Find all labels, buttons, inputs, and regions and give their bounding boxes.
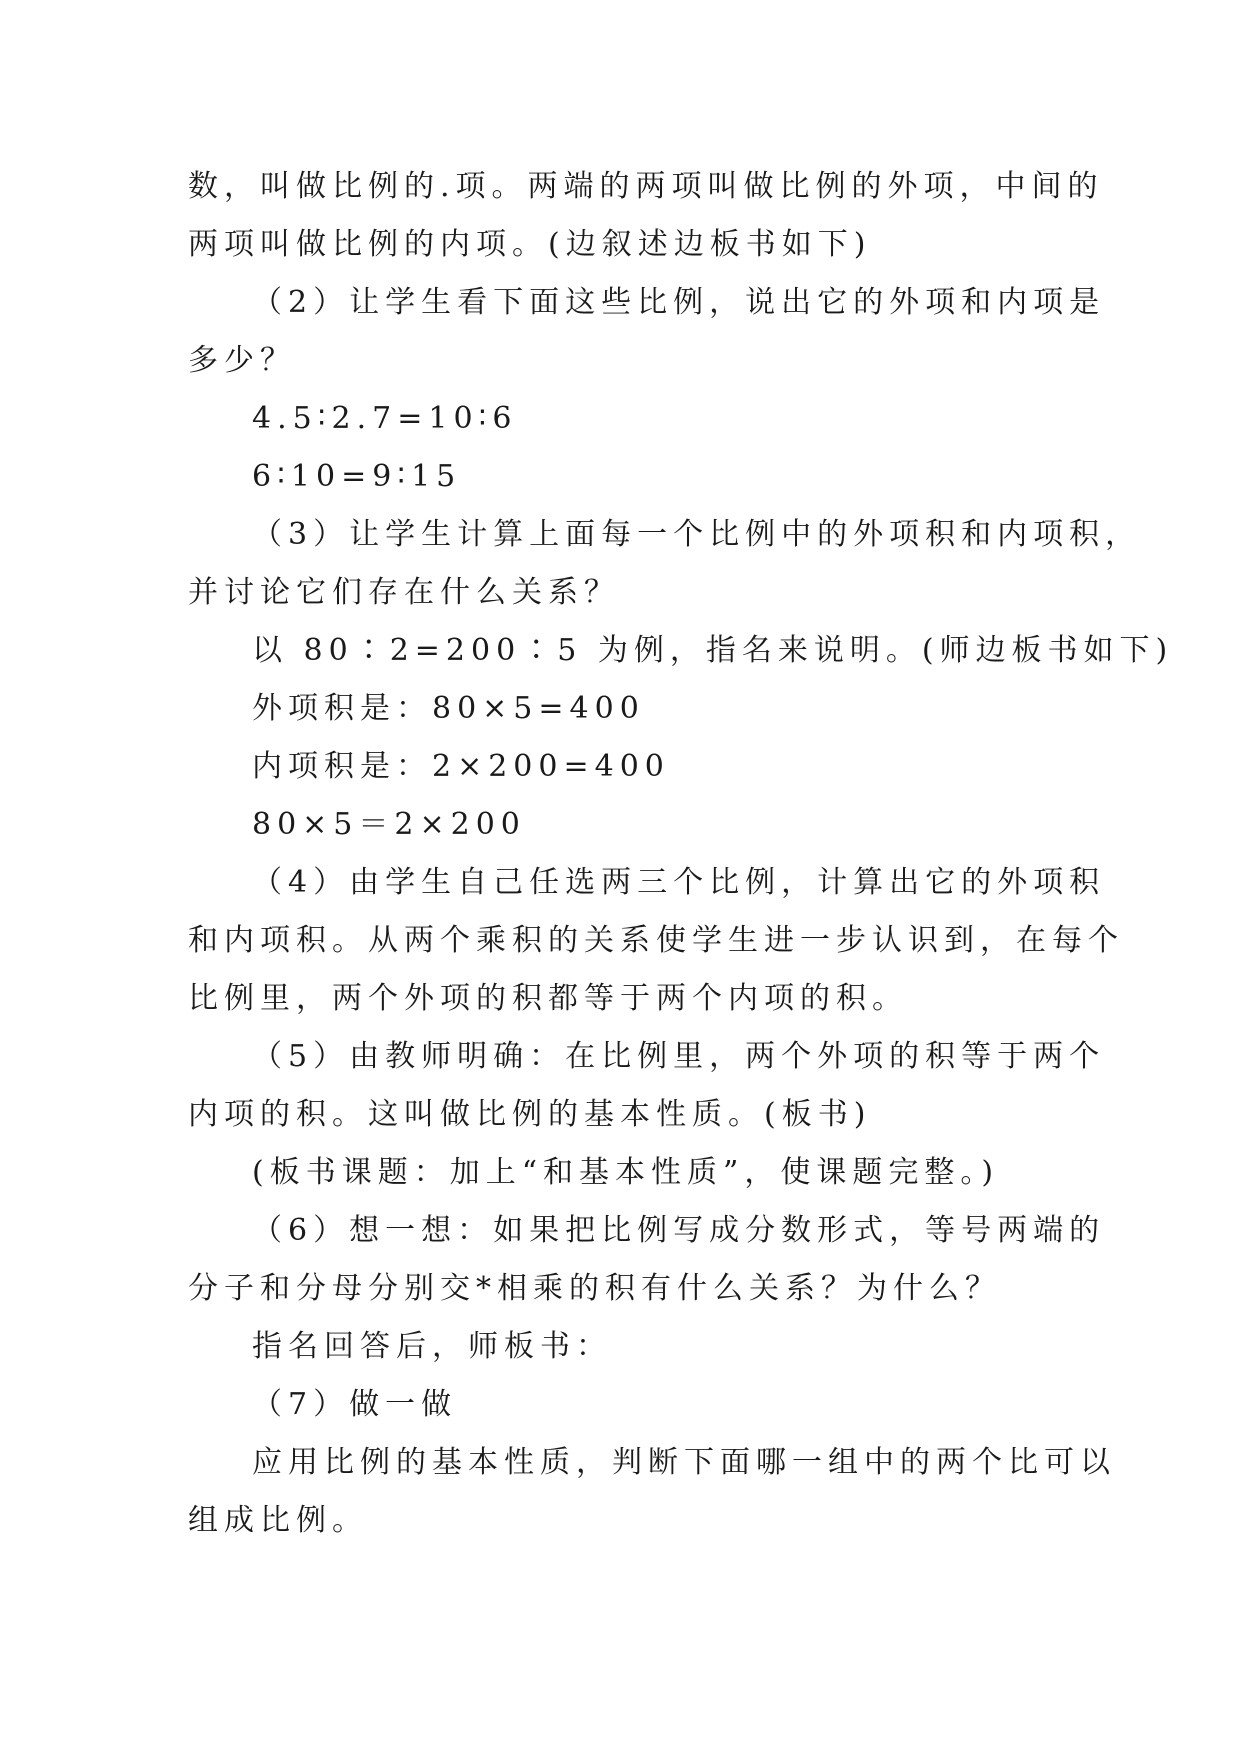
text-line: 80×5＝2×200	[252, 807, 526, 842]
text-line: 内项积是：2×200=400	[252, 749, 670, 784]
text-line: 并讨论它们存在什么关系？	[188, 575, 620, 610]
text-line: 指名回答后，师板书：	[252, 1329, 612, 1364]
text-line: 外项积是：80×5=400	[252, 691, 645, 726]
text-line: (板书课题：加上“和基本性质”，使课题完整。)	[252, 1155, 1000, 1190]
text-line: （4）由学生自己任选两三个比例，计算出它的外项积	[252, 865, 1106, 900]
text-line: 和内项积。从两个乘积的关系使学生进一步认识到，在每个	[188, 923, 1124, 958]
text-line: （2）让学生看下面这些比例，说出它的外项和内项是	[252, 285, 1106, 320]
text-line: （3）让学生计算上面每一个比例中的外项积和内项积，	[252, 517, 1142, 552]
document-body	[188, 158, 1174, 1550]
text-line: 分子和分母分别交*相乘的积有什么关系？为什么？	[188, 1271, 1001, 1306]
text-line: 内项的积。这叫做比例的基本性质。(板书)	[188, 1097, 872, 1132]
text-line: 两项叫做比例的内项。(边叙述边板书如下)	[188, 227, 872, 262]
text-line: （6）想一想：如果把比例写成分数形式，等号两端的	[252, 1213, 1106, 1248]
text-line: 以 80∶2=200∶5 为例，指名来说明。(师边板书如下)	[252, 633, 1174, 668]
text-line: 比例里，两个外项的积都等于两个内项的积。	[188, 981, 908, 1016]
text-line: 组成比例。	[188, 1503, 368, 1538]
text-line: 应用比例的基本性质，判断下面哪一组中的两个比可以	[252, 1445, 1116, 1480]
text-line: 数，叫做比例的.项。两端的两项叫做比例的外项，中间的	[188, 169, 1104, 204]
text-line: 4.5∶2.7=10∶6	[252, 401, 518, 436]
text-line: 6∶10=9∶15	[252, 459, 462, 494]
text-line: 多少？	[188, 343, 296, 378]
text-line: （7）做一做	[252, 1387, 458, 1422]
text-line: （5）由教师明确：在比例里，两个外项的积等于两个	[252, 1039, 1106, 1074]
